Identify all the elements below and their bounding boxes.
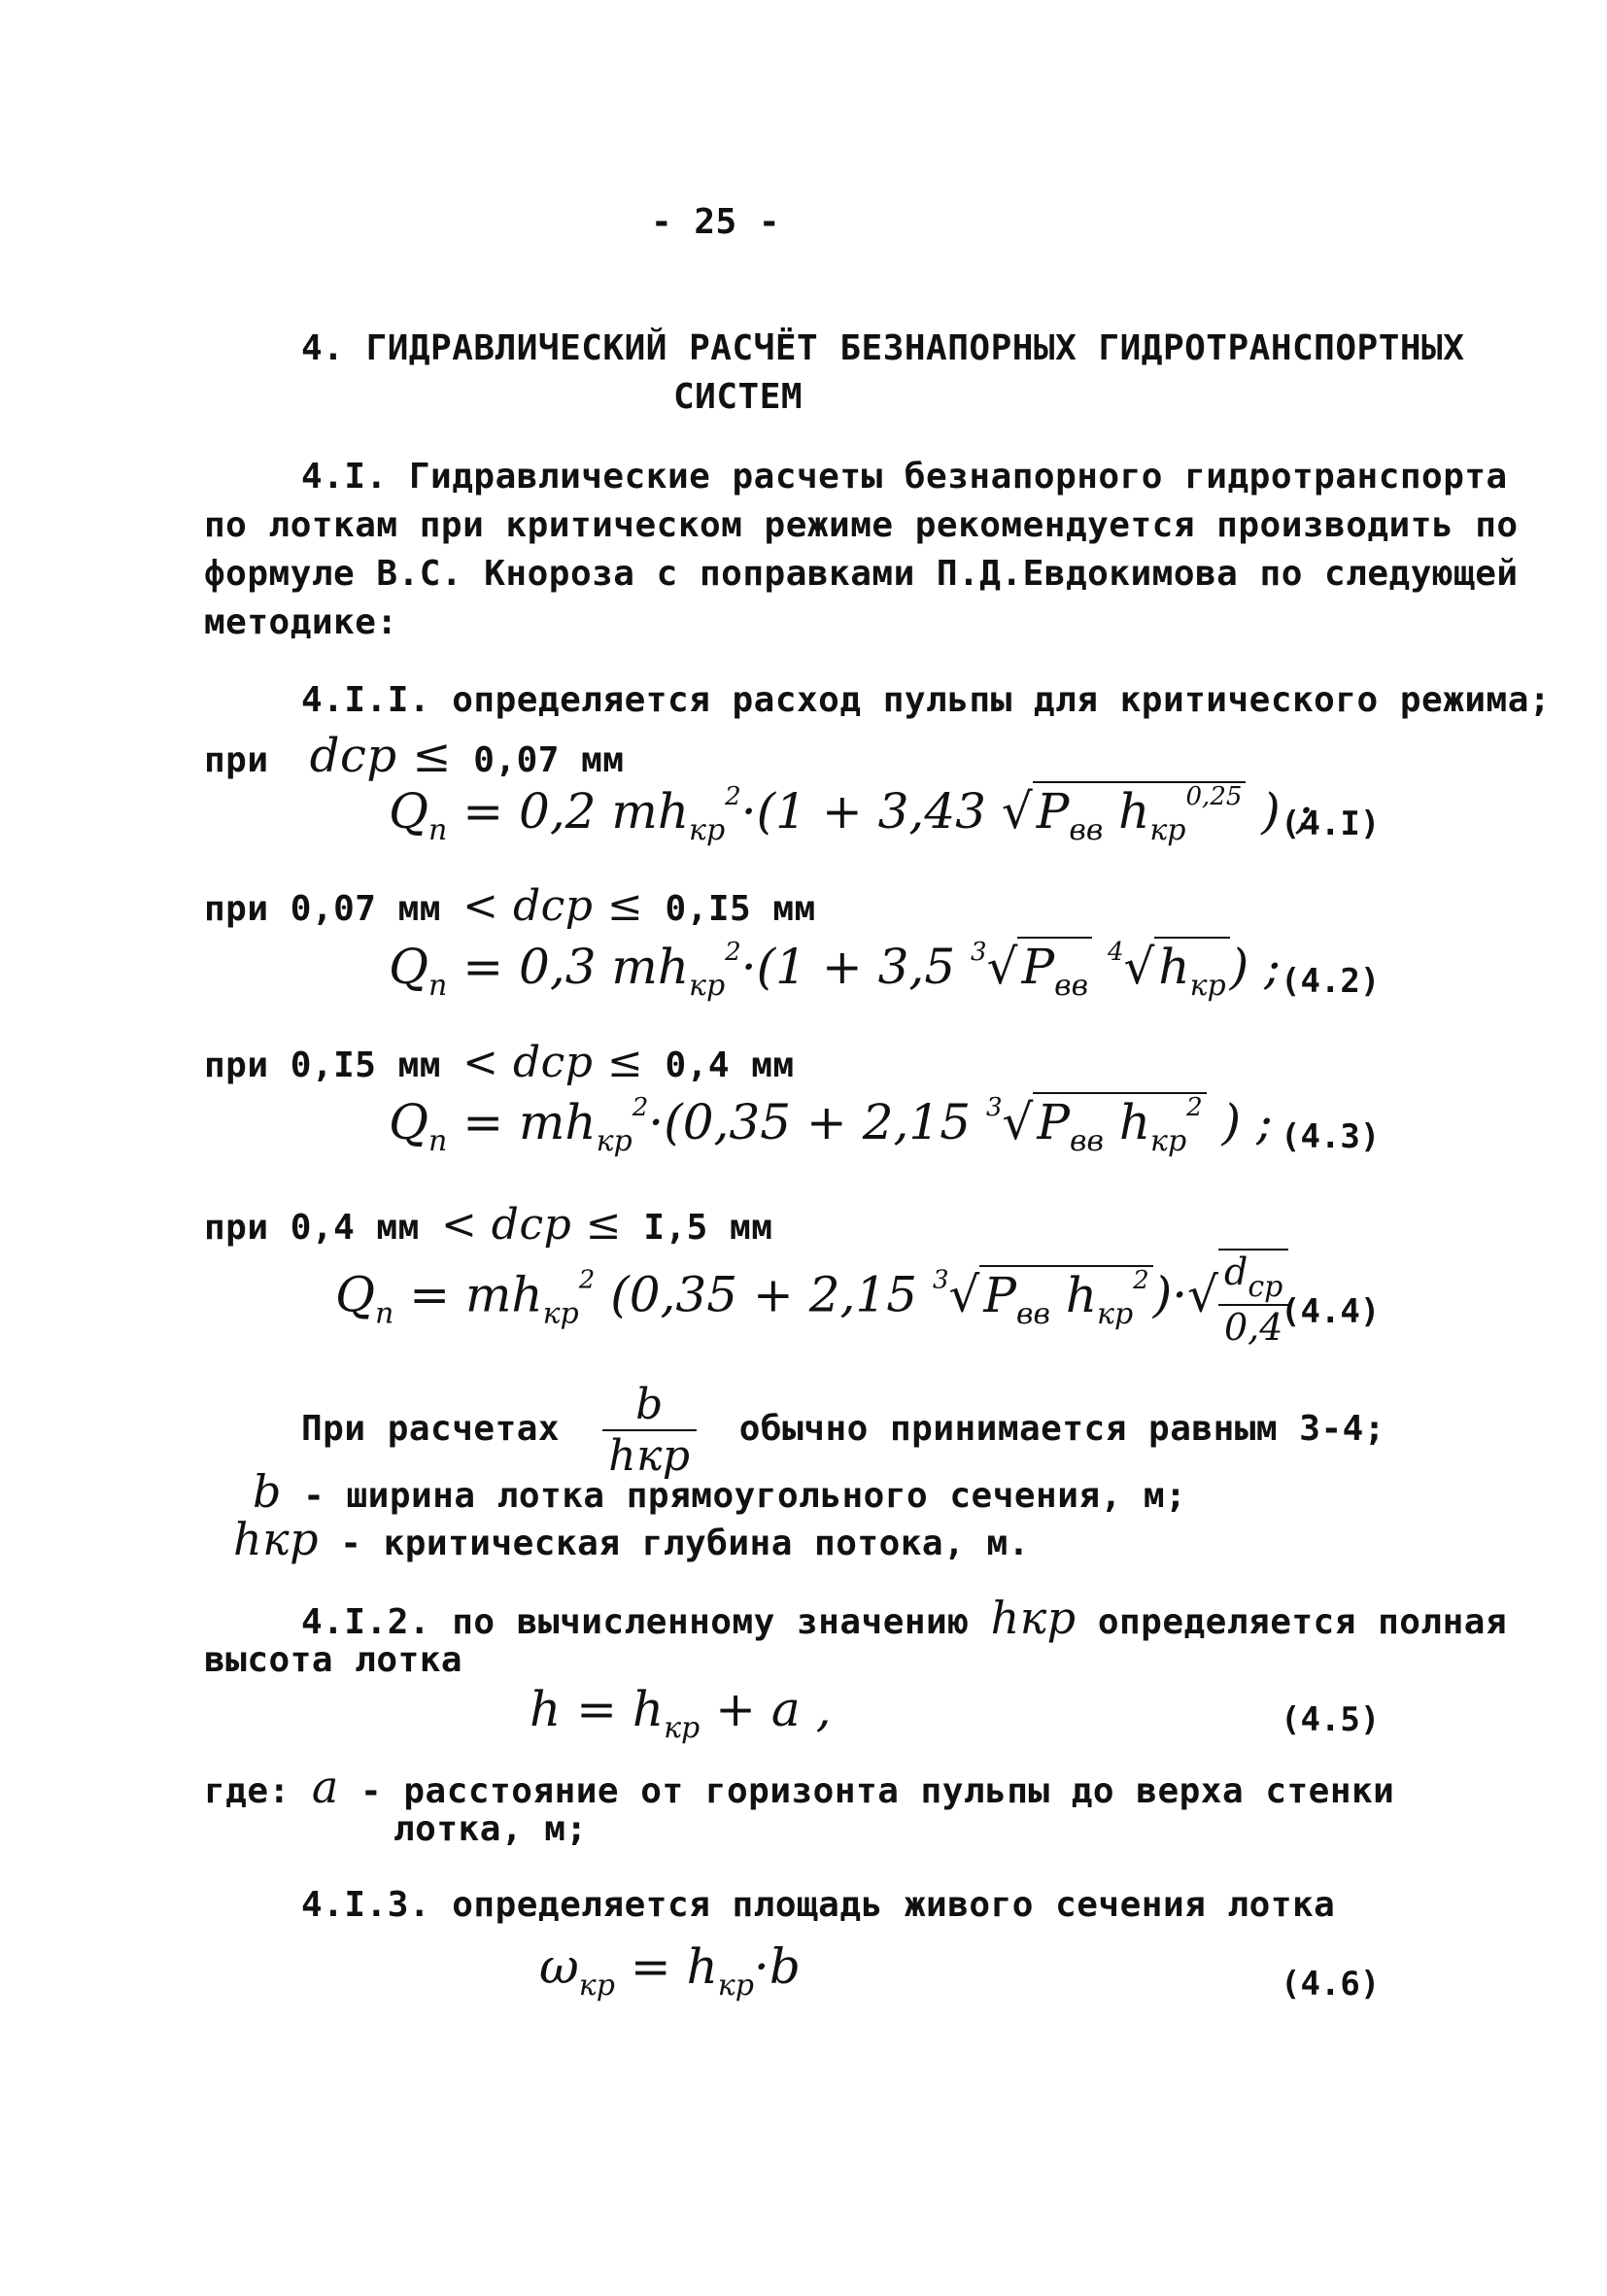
equation-number: (4.2) <box>1281 962 1381 1001</box>
condition-line <box>204 881 816 931</box>
condition-line <box>204 1200 772 1250</box>
paragraph-text: определяется полная <box>1097 1602 1508 1642</box>
condition-line <box>204 729 624 783</box>
ratio-denominator: hкр <box>608 1431 691 1481</box>
condition-prefix: при <box>204 1045 269 1085</box>
definition-symbol: b <box>253 1465 282 1518</box>
equation-number: (4.5) <box>1281 1700 1381 1739</box>
definition-text: - критическая глубина потока, м. <box>340 1524 1030 1563</box>
condition-symbol: < dср ≤ <box>462 881 644 931</box>
condition-value: 0,4 мм <box>665 1045 795 1085</box>
paragraph-text: 4.I.2. по вычисленному значению <box>301 1602 970 1642</box>
page-number: - 25 - <box>651 202 781 242</box>
equation-number: (4.6) <box>1281 1965 1381 2004</box>
condition-prefix: при <box>204 889 269 929</box>
formula-4-3: $Q_п = mh_{кр}^2\cdot(0,35 + 2,15$ $^3√P_{вв}$ $h_{кр}^2$ ) ; <box>389 1093 1273 1158</box>
condition-symbol: dср ≤ <box>309 729 453 783</box>
definition-text: - расстояние от горизонта пульпы до верха стенки <box>360 1771 1395 1811</box>
definition-line-cont: лотка, м; <box>393 1809 588 1849</box>
condition-symbol: < dср ≤ <box>462 1038 644 1087</box>
definition-symbol: a <box>311 1761 339 1813</box>
inline-symbol: hкр <box>990 1592 1077 1644</box>
formula-4-1: $Q_п = 0,2$ $mh_{кр}^2\cdot(1 + 3,43$ $√P_{вв}$ $h_{кр}^{0,25}$ ) ; <box>389 782 1313 847</box>
section-title-cont: СИСТЕМ <box>673 377 804 417</box>
condition-value: I,5 мм <box>643 1208 773 1248</box>
condition-prefix: при <box>204 740 269 780</box>
formula-4-4: $Q_п = mh_{кр}^2$ (0,35 + 2,15 $^3√P_{вв}$ $h_{кр}^2)\cdot√$ $\frac{d_{ср}}{0,4}$ <box>335 1249 1288 1349</box>
paragraph-line: формуле В.С. Кнороза с поправками П.Д.Евдокимова по следующей <box>204 554 1519 594</box>
condition-prefix: при <box>204 1208 269 1248</box>
note-prefix: При расчетах <box>301 1409 561 1449</box>
paragraph-line: высота лотка <box>204 1640 463 1680</box>
condition-value: 0,I5 мм <box>290 1045 441 1085</box>
condition-value: 0,07 мм <box>290 889 441 929</box>
paragraph-line: 4.I.I. определяется расход пульпы для критического режима; <box>301 680 1552 720</box>
equation-number: (4.3) <box>1281 1117 1381 1156</box>
equation-number: (4.4) <box>1281 1292 1381 1331</box>
definition-line <box>233 1513 1030 1565</box>
condition-value: 0,I5 мм <box>665 889 816 929</box>
equation-number: (4.I) <box>1281 805 1381 843</box>
formula-4-5: $h = h_{кр} + a$ , <box>530 1681 832 1745</box>
paragraph-line: методике: <box>204 602 398 642</box>
formula-4-2: $Q_п = 0,3$ $mh_{кр}^2\cdot(1 + 3,5$ $^3√P_{вв}$ $^4√h_{кр}$) ; <box>389 938 1281 1003</box>
definition-line <box>253 1465 1186 1518</box>
where-prefix: где: <box>204 1771 291 1811</box>
section-title: 4. ГИДРАВЛИЧЕСКИЙ РАСЧЁТ БЕЗНАПОРНЫХ ГИДРОТРАНСПОРТНЫХ <box>301 328 1465 368</box>
definition-line <box>204 1761 1394 1813</box>
condition-value: 0,07 мм <box>473 740 625 780</box>
condition-line <box>204 1038 795 1087</box>
ratio-numerator: b <box>602 1380 696 1431</box>
note-suffix: обычно принимается равным 3-4; <box>738 1409 1385 1449</box>
paragraph-line: по лоткам при критическом режиме рекомендуется производить по <box>204 505 1519 545</box>
definition-symbol: hкр <box>233 1513 320 1565</box>
definition-text: - ширина лотка прямоугольного сечения, м; <box>303 1476 1187 1516</box>
formula-4-6: $\omega_{кр} = h_{кр}\cdot b$ <box>539 1938 801 2003</box>
condition-symbol: < dср ≤ <box>440 1200 623 1250</box>
condition-value: 0,4 мм <box>290 1208 420 1248</box>
paragraph-line: 4.I. Гидравлические расчеты безнапорного гидротранспорта <box>301 457 1508 497</box>
paragraph-line: 4.I.3. определяется площадь живого сечения лотка <box>301 1885 1336 1925</box>
paragraph-line <box>301 1592 1507 1644</box>
